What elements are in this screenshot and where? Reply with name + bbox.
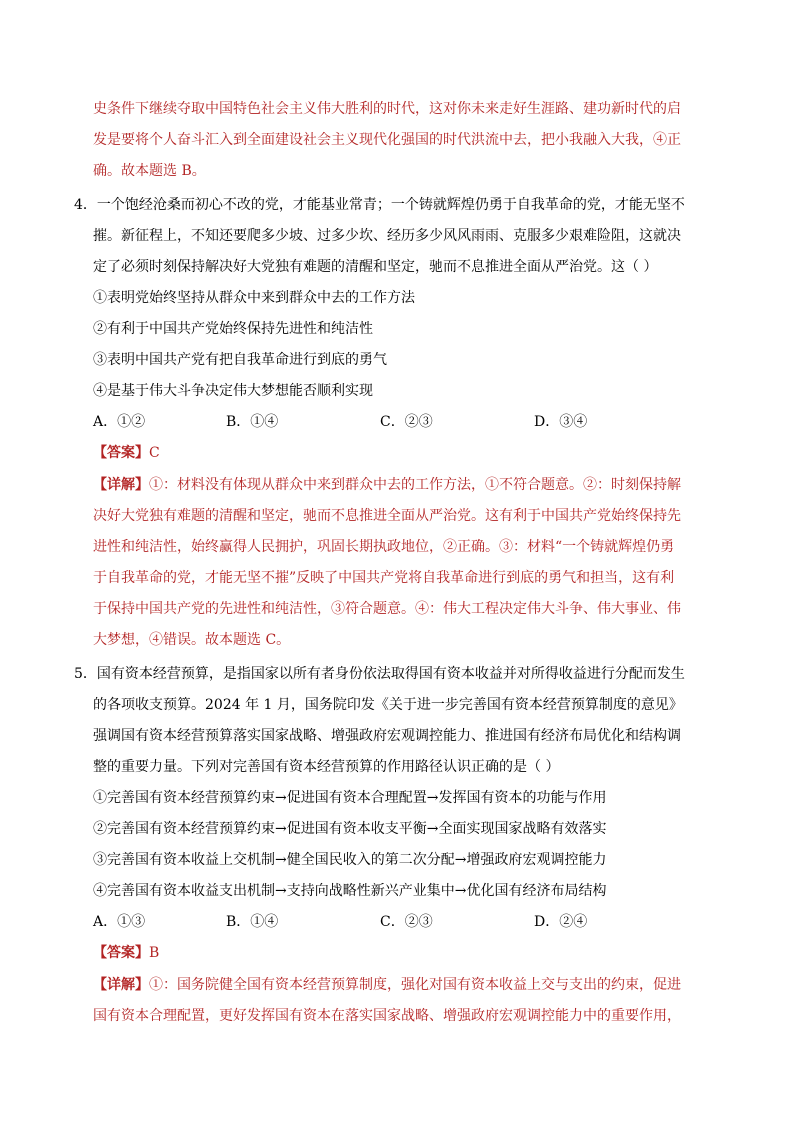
q4-detail-line-1 bbox=[93, 470, 699, 501]
q3-detail-line-3: 确。故本题选 B。 bbox=[93, 163, 206, 179]
q5-answer bbox=[93, 938, 699, 969]
q5-stem-line-1: 5．国有资本经营预算，是指国家以所有者身份依法取得国有资本收益并对所得收益进行分配而发生 bbox=[74, 666, 685, 682]
q4-detail-line-4: 于自我革命的党，才能无坚不摧”反映了中国共产党将自我革命进行到底的勇气和担当，这有利 bbox=[93, 570, 675, 586]
q3-detail-line-1: 史条件下继续夺取中国特色社会主义伟大胜利的时代，这对你未来走好生涯路、建功新时代的启 bbox=[93, 101, 681, 117]
detail-label: 【详解】 bbox=[93, 977, 149, 993]
answer-label: 【答案】 bbox=[93, 445, 149, 461]
detail-label: 【详解】 bbox=[93, 477, 149, 493]
q4-stem-line-2: 摧。新征程上，不知还要爬多少坡、过多少坎、经历多少风风雨雨、克服多少艰难险阻，这就决 bbox=[93, 228, 681, 244]
q5-stem-line-3: 强调国有资本经营预算落实国家战略、增强政府宏观调控能力、推进国有经济布局优化和结构调 bbox=[93, 728, 681, 744]
q4-item-3: ③表明中国共产党有把自我革命进行到底的勇气 bbox=[93, 352, 387, 368]
q4-option-b: B．①④ bbox=[226, 414, 279, 430]
q4-detail-line-6: 大梦想，④错误。故本题选 C。 bbox=[93, 632, 291, 648]
q5-option-b: B．①④ bbox=[226, 914, 279, 930]
q5-item-3: ③完善国有资本收益上交机制→健全国民收入的第二次分配→增强政府宏观调控能力 bbox=[93, 852, 607, 868]
q5-option-d: D．②④ bbox=[534, 914, 588, 930]
answer-label: 【答案】 bbox=[93, 945, 149, 961]
q5-item-1: ①完善国有资本经营预算约束→促进国有资本合理配置→发挥国有资本的功能与作用 bbox=[93, 790, 607, 806]
q4-option-d: D．③④ bbox=[534, 414, 588, 430]
detail-text: ①：国务院健全国有资本经营预算制度，强化对国有资本收益上交与支出的约束，促进 bbox=[149, 977, 681, 993]
q5-stem-line-2: 的各项收支预算。2024 年 1 月，国务院印发《关于进一步完善国有资本经营预算制度的意见》 bbox=[93, 697, 683, 713]
q5-detail-line-2: 国有资本合理配置，更好发挥国有资本在落实国家战略、增强政府宏观调控能力中的重要作用， bbox=[93, 1008, 681, 1024]
q3-detail-line-2: 发是要将个人奋斗汇入到全面建设社会主义现代化强国的时代洪流中去，把小我融入大我，④正 bbox=[93, 132, 681, 148]
q4-stem-line-3: 定了必须时刻保持解决好大党独有难题的清醒和坚定，驰而不息推进全面从严治党。这（ ） bbox=[93, 259, 658, 275]
q5-item-4: ④完善国有资本收益支出机制→支持向战略性新兴产业集中→优化国有经济布局结构 bbox=[93, 883, 607, 899]
q5-option-c: C．②③ bbox=[380, 914, 433, 930]
answer-value: B bbox=[149, 945, 160, 961]
q4-answer bbox=[93, 438, 699, 469]
q4-item-1: ①表明党始终坚持从群众中来到群众中去的工作方法 bbox=[93, 290, 415, 306]
q5-option-a: A．①③ bbox=[93, 914, 146, 930]
q5-stem-line-4: 整的重要力量。下列对完善国有资本经营预算的作用路径认识正确的是（ ） bbox=[93, 759, 560, 775]
q5-detail-line-1 bbox=[93, 970, 699, 1001]
q4-detail-line-3: 进性和纯洁性，始终赢得人民拥护，巩固长期执政地位，②正确。③：材料“一个铸就辉煌仍勇 bbox=[93, 539, 675, 555]
q4-item-2: ②有利于中国共产党始终保持先进性和纯洁性 bbox=[93, 321, 373, 337]
detail-text: ①：材料没有体现从群众中来到群众中去的工作方法，①不符合题意。②：时刻保持解 bbox=[149, 477, 681, 493]
q4-option-c: C．②③ bbox=[380, 414, 433, 430]
q4-option-a: A．①② bbox=[93, 414, 146, 430]
q4-detail-line-2: 决好大党独有难题的清醒和坚定，驰而不息推进全面从严治党。这有利于中国共产党始终保持先 bbox=[93, 508, 681, 524]
q4-detail-line-5: 于保持中国共产党的先进性和纯洁性，③符合题意。④：伟大工程决定伟大斗争、伟大事业、伟 bbox=[93, 601, 681, 617]
answer-value: C bbox=[149, 445, 160, 461]
q4-item-4: ④是基于伟大斗争决定伟大梦想能否顺利实现 bbox=[93, 383, 373, 399]
q4-stem-line-1: 4．一个饱经沧桑而初心不改的党，才能基业常青；一个铸就辉煌仍勇于自我革命的党，才能无坚不 bbox=[74, 197, 685, 213]
q5-item-2: ②完善国有资本经营预算约束→促进国有资本收支平衡→全面实现国家战略有效落实 bbox=[93, 821, 607, 837]
